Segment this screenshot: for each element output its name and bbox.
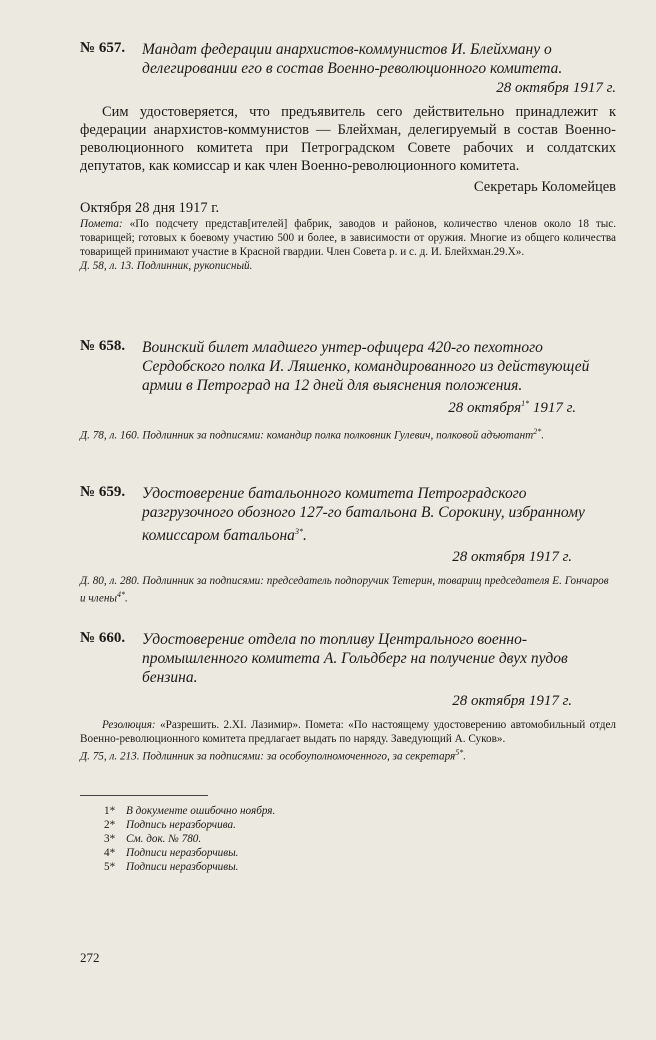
footnote-ref: 5* (455, 748, 464, 757)
document-signature: Секретарь Коломейцев (473, 179, 616, 195)
document-number: № 660. (80, 630, 126, 646)
footnote-ref: 3* (294, 527, 303, 536)
footnote-mark: 1* (104, 805, 116, 817)
document-source: Д. 58, л. 13. Подлинник, рукописный. (80, 260, 253, 272)
document-title: Удостоверение отдела по топливу Центрального военно-промышленного комитета А. Гольдберг на получение двух пудов бензина. (142, 631, 568, 686)
document-657 (80, 40, 616, 273)
footnote-ref: 1* (521, 399, 530, 408)
footnote-mark: 2* (104, 819, 116, 831)
footnote-mark: 5* (104, 861, 116, 873)
document-number: № 658. (80, 338, 126, 354)
title-text: Удостоверение батальонного комитета Петроградского разгрузочного обозного 127-го батальона В. Сорокину, избранному комиссаром батальона (142, 485, 585, 545)
document-body: Сим удостоверяется, что предъявитель сего действительно принадлежит к федерации анархистов-коммунистов — Блейхман, делегируемый в состав Военно-революционного комитета при Петроградском Совете рабочих и солдатских депутатов, как комиссар и как член Военно-революционного комитета. (80, 104, 616, 174)
document-659 (80, 484, 616, 606)
source-end: . (463, 750, 467, 763)
document-date-line: Октября 28 дня 1917 г. (80, 200, 220, 216)
note-text: «По подсчету представ[ителей] фабрик, заводов и районов, количество членов около 18 тыс. товарищей; готовых к боевому участию 500 и более, в зависимости от оружия. Многие из общего количества товарищей принимают участие в Красной гвардии. Член Совета р. и с. д. И. Блейхман.29.X». (80, 218, 617, 258)
source-text: Д. 80, л. 280. Подлинник за подписями: председатель подпоручик Тетерин, товарищ председателя Е. Гончаров и члены (80, 575, 609, 605)
document-number: № 659. (80, 484, 126, 500)
document-source (80, 425, 616, 443)
date-tail: 1917 г. (529, 400, 576, 416)
footnote-item (104, 832, 275, 846)
source-end: . (124, 592, 128, 605)
footnote-ref: 4* (116, 590, 125, 600)
document-date: 28 октября 1917 г. (496, 80, 616, 96)
footnote-item (104, 804, 275, 818)
footnote-mark: 4* (104, 847, 116, 859)
footnote-text: См. док. № 780. (126, 833, 202, 845)
document-source (80, 746, 616, 764)
document-date (80, 399, 616, 417)
document-title (142, 484, 616, 545)
date-main: 28 октября (448, 400, 522, 416)
document-title: Мандат федерации анархистов-коммунистов И. Блейхману о делегировании его в состав Военно-революционного комитета. (142, 41, 563, 77)
footnote-text: Подписи неразборчивы. (126, 861, 239, 873)
document-date: 28 октября 1917 г. (452, 549, 572, 566)
document-number: № 657. (80, 40, 126, 56)
footnote-item (104, 846, 275, 860)
source-text: Д. 75, л. 213. Подлинник за подписями: за особоуполномоченного, за секретаря (80, 750, 456, 763)
footnote-item (104, 860, 275, 874)
source-end: . (541, 429, 545, 442)
footnote-text: Подписи неразборчивы. (126, 847, 239, 859)
footnote-item (104, 818, 275, 832)
document-resolution (80, 718, 616, 746)
document-note (80, 217, 616, 259)
resolution-text: «Разрешить. 2.XI. Лазимир». Помета: «По настоящему удостоверению автомобильный отдел Военно-революционного комитета предлагает выдать по наряду. Заведующий А. Суков». (80, 719, 617, 745)
title-end: . (302, 527, 307, 545)
footnote-ref: 2* (533, 427, 542, 436)
document-source (80, 574, 616, 606)
note-label: Помета: (80, 218, 123, 230)
document-658 (80, 338, 616, 443)
document-660 (80, 630, 616, 764)
footnote-divider (80, 795, 208, 796)
footnotes (104, 804, 275, 874)
document-title: Воинский билет младшего унтер-офицера 420-го пехотного Сердобского полка И. Ляшенко, командированного из действующей армии в Петроград на 12 дней для выяснения положения. (142, 339, 590, 394)
footnote-text: В документе ошибочно ноября. (126, 805, 276, 817)
footnote-mark: 3* (104, 833, 116, 845)
source-text: Д. 78, л. 160. Подлинник за подписями: командир полка полковник Гулевич, полковой адъютант (80, 429, 534, 442)
document-date: 28 октября 1917 г. (452, 693, 572, 709)
page-number: 272 (80, 950, 100, 965)
resolution-label: Резолюция: (102, 719, 156, 731)
footnote-text: Подпись неразборчива. (126, 819, 236, 831)
